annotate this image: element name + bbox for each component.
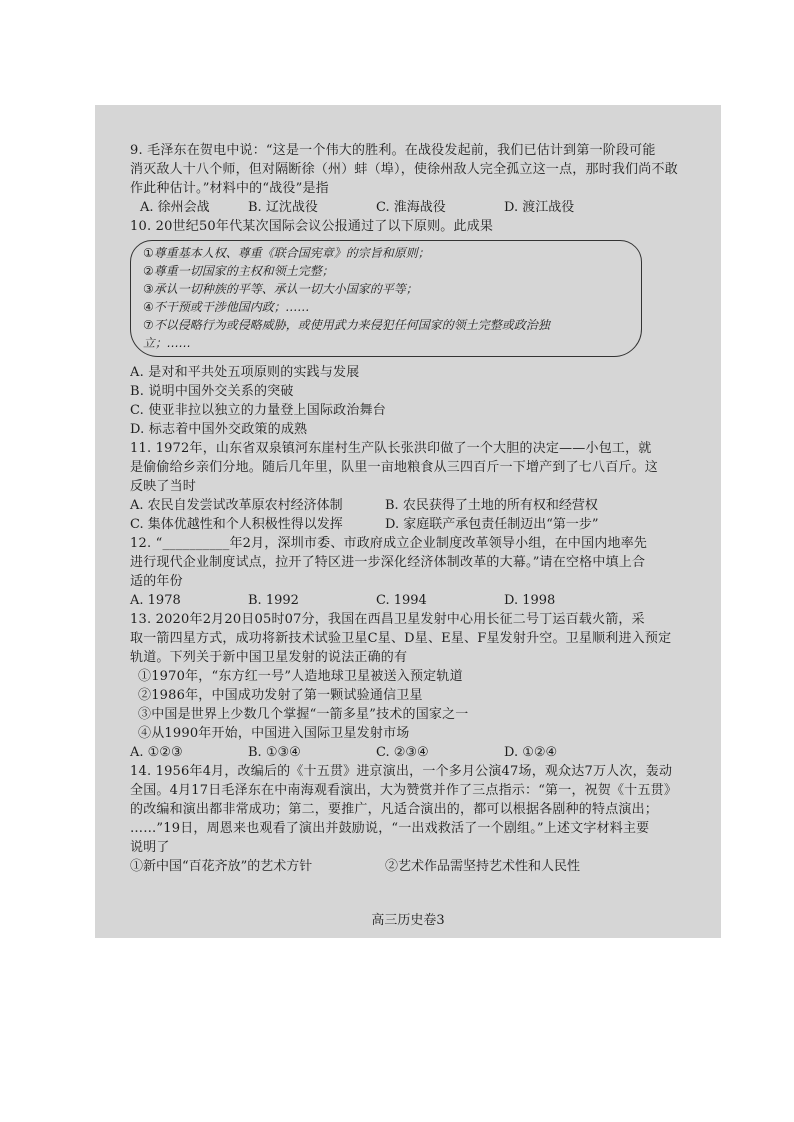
q10-principle-2: ②尊重一切国家的主权和领土完整； bbox=[143, 264, 334, 278]
q11-line-2: 是偷偷给乡亲们分地。随后几年里，队里一亩地粮食从三四百斤一下增产到了七八百斤。这 bbox=[130, 460, 659, 475]
q14-line-5: 说明了 bbox=[130, 840, 170, 855]
q12-option-a: A. 1978 bbox=[130, 593, 181, 608]
q9-option-d: D. 渡江战役 bbox=[504, 200, 575, 215]
q13-option-c: C. ②③④ bbox=[376, 745, 429, 760]
q13-item-3: ③中国是世界上少数几个掌握“一箭多星”技术的国家之一 bbox=[138, 707, 469, 722]
q10-principle-7-cont: 立；…… bbox=[143, 336, 192, 350]
question-11 bbox=[130, 439, 687, 534]
q11-option-d: D. 家庭联产承包责任制迈出“第一步” bbox=[385, 517, 599, 532]
question-9 bbox=[130, 141, 687, 217]
q12-line-1: 12. “__________年2月，深圳市委、市政府成立企业制度改革领导小组，在中国内地率先 bbox=[130, 536, 648, 551]
q14-line-4: ……”19日，周恩来也观看了演出并鼓励说，“一出戏救活了一个剧组。”上述文字材料主要 bbox=[130, 821, 650, 836]
q10-principles-box bbox=[130, 240, 642, 357]
exam-page bbox=[95, 105, 721, 938]
q13-item-2: ②1986年，中国成功发射了第一颗试验通信卫星 bbox=[138, 688, 423, 703]
q14-item-1: ①新中国“百花齐放”的艺术方针 bbox=[130, 859, 313, 874]
q14-line-2: 全国。4月17日毛泽东在中南海观看演出，大为赞赏并作了三点指示：“第一，祝贺《十五贯》 bbox=[130, 783, 678, 798]
q13-line-3: 轨道。下列关于新中国卫星发射的说法正确的有 bbox=[130, 650, 408, 665]
q12-option-d: D. 1998 bbox=[504, 593, 556, 608]
q12-option-c: C. 1994 bbox=[376, 593, 427, 608]
q14-line-1: 14. 1956年4月，改编后的《十五贯》进京演出，一个多月公演47场，观众达7万人次，轰动 bbox=[130, 764, 673, 779]
q14-item-2: ②艺术作品需坚持艺术性和人民性 bbox=[385, 859, 581, 874]
q9-option-b: B. 辽沈战役 bbox=[248, 200, 318, 215]
question-14 bbox=[130, 762, 687, 876]
q13-option-d: D. ①②④ bbox=[504, 745, 558, 760]
q9-options bbox=[130, 198, 687, 217]
q12-line-3: 适的年份 bbox=[130, 574, 183, 589]
q9-line-3: 作此种估计。”材料中的“战役”是指 bbox=[130, 181, 329, 196]
q10-option-b: B. 说明中国外交关系的突破 bbox=[130, 384, 294, 399]
q12-options bbox=[130, 591, 687, 610]
q11-option-c: C. 集体优越性和个人积极性得以发挥 bbox=[130, 517, 343, 532]
q9-line-1: 9. 毛泽东在贺电中说：“这是一个伟大的胜利。在战役发起前，我们已估计到第一阶段可能 bbox=[130, 143, 656, 158]
q12-line-2: 进行现代企业制度试点，拉开了特区进一步深化经济体制改革的大幕。”请在空格中填上合 bbox=[130, 555, 646, 570]
q13-item-1: ①1970年，“东方红一号”人造地球卫星被送入预定轨道 bbox=[138, 669, 463, 684]
q13-options bbox=[130, 743, 687, 762]
page-footer: 高三历史卷3 bbox=[371, 913, 445, 928]
q10-option-c: C. 使亚非拉以独立的力量登上国际政治舞台 bbox=[130, 403, 386, 418]
q13-option-a: A. ①②③ bbox=[130, 745, 183, 760]
q9-option-c: C. 淮海战役 bbox=[376, 200, 446, 215]
q9-line-2: 消灭敌人十八个师，但对隔断徐（州）蚌（埠），使徐州敌人完全孤立这一点，那时我们尚不敢 bbox=[130, 162, 678, 177]
q11-option-a: A. 农民自发尝试改革原农村经济体制 bbox=[130, 498, 343, 513]
q10-option-d: D. 标志着中国外交政策的成熟 bbox=[130, 422, 308, 437]
q13-option-b: B. ①③④ bbox=[248, 745, 301, 760]
q10-principle-3: ③承认一切种族的平等、承认一切大小国家的平等； bbox=[143, 282, 418, 296]
q10-principle-1: ①尊重基本人权、尊重《联合国宪章》的宗旨和原则； bbox=[143, 246, 430, 260]
q13-item-4: ④从1990年开始，中国进入国际卫星发射市场 bbox=[138, 726, 410, 741]
q9-option-a: A. 徐州会战 bbox=[140, 200, 210, 215]
q14-items bbox=[130, 857, 687, 876]
q13-line-1: 13. 2020年2月20日05时07分，我国在西昌卫星发射中心用长征二号丁运百载火箭，采 bbox=[130, 612, 645, 627]
q14-line-3: 的改编和演出都非常成功；第二，要推广，凡适合演出的，都可以根据各剧种的特点演出； bbox=[130, 802, 659, 817]
q11-options-row-1 bbox=[130, 496, 687, 515]
q10-stem: 10. 20世纪50年代某次国际会议公报通过了以下原则。此成果 bbox=[130, 219, 494, 234]
q10-principle-7: ⑦不以侵略行为或侵略威胁，或使用武力来侵犯任何国家的领土完整或政治独 bbox=[143, 318, 550, 332]
q12-option-b: B. 1992 bbox=[248, 593, 299, 608]
q11-options-row-2 bbox=[130, 515, 687, 534]
q11-line-1: 11. 1972年，山东省双泉镇河东崖村生产队长张洪印做了一个大胆的决定——小包工，就 bbox=[130, 441, 652, 456]
q10-principle-4: ④不干预或干涉他国内政；…… bbox=[143, 300, 310, 314]
q11-option-b: B. 农民获得了土地的所有权和经营权 bbox=[385, 498, 598, 513]
question-13 bbox=[130, 610, 687, 762]
q13-line-2: 取一箭四星方式，成功将新技术试验卫星C星、D星、E星、F星发射升空。卫星顺利进入预定 bbox=[130, 631, 672, 646]
q10-option-a: A. 是对和平共处五项原则的实践与发展 bbox=[130, 365, 360, 380]
question-10 bbox=[130, 217, 687, 439]
q11-line-3: 反映了当时 bbox=[130, 479, 197, 494]
question-12 bbox=[130, 534, 687, 610]
